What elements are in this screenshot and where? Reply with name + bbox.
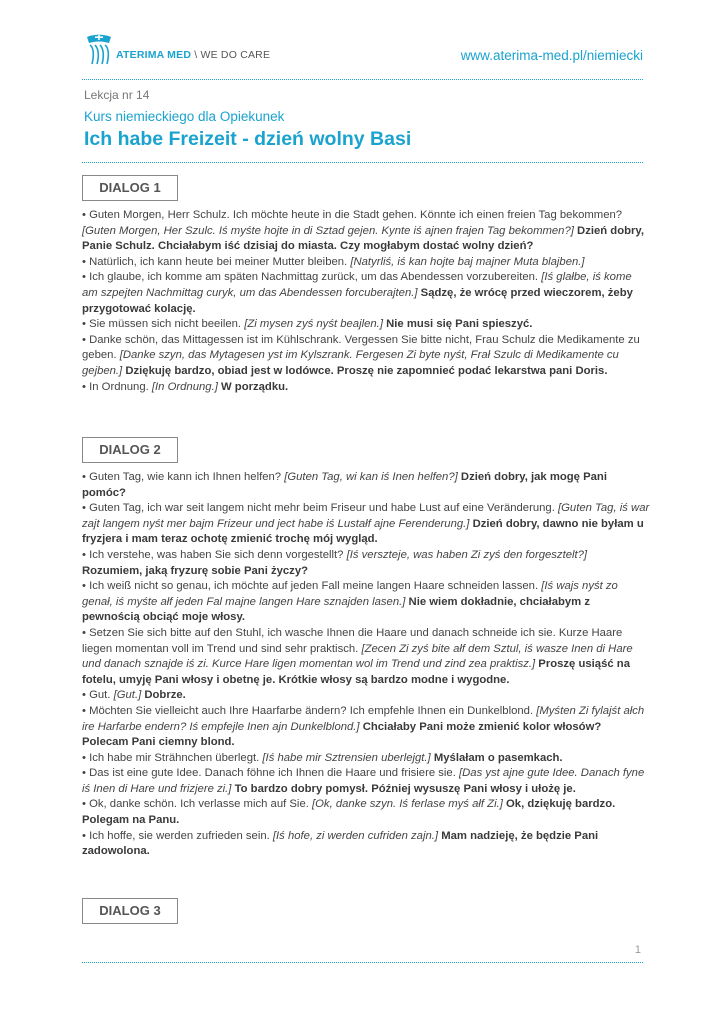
pronunciation-text: [Guten Tag, iś war zajt langem nyśt mer bajm Frizeur und ject habe iś Lustałf ajne Ferenderung.]	[82, 502, 650, 530]
pronunciation-text: [In Ordnung.]	[151, 380, 218, 393]
polish-translation: Dzień dobry, dawno nie byłam u fryzjera i mam teraz ochotę zmienić trochę mój wygląd.	[82, 517, 644, 546]
german-text: • Guten Tag, ich war seit langem nicht mehr beim Friseur und habe Lust auf eine Veränderung.	[82, 502, 555, 515]
german-text: • Das ist eine gute Idee. Danach föhne ich Ihnen die Haare und frisiere sie.	[82, 767, 456, 780]
polish-translation: Dzień dobry, Panie Schulz. Chciałabym iść dzisiaj do miasta. Czy mogłabym dostać wolny dzień?	[82, 224, 644, 253]
dialog-2-text	[82, 470, 650, 860]
logo-separator: \	[194, 49, 198, 61]
polish-translation: Myślałam o pasemkach.	[433, 751, 563, 764]
polish-translation: To bardzo dobry pomysł. Później wysuszę Pani włosy i ułożę je.	[234, 782, 576, 795]
dialog-line	[82, 751, 650, 767]
polish-translation: Dziękuję bardzo, obiad jest w lodówce. Proszę nie zapomnieć podać lekarstwa pani Doris.	[125, 364, 608, 377]
german-text: • Ich habe mir Strähnchen überlegt.	[82, 751, 260, 764]
brand-logo	[84, 34, 270, 66]
pronunciation-text: [Guten Tag, wi kan iś Inen helfen?]	[284, 471, 458, 483]
german-text: • Sie müssen sich nicht beeilen.	[82, 318, 242, 331]
polish-translation: Dobrze.	[144, 689, 186, 702]
footer-divider	[82, 962, 643, 963]
pronunciation-text: [Danke szyn, das Mytagesen yst im Kylszrank. Fergesen Zi byte nyśt, Frał Szulc di Medikamente cu gejben.]	[82, 349, 619, 377]
brand-name: ATERIMA MED	[116, 49, 192, 61]
german-text: • Ich glaube, ich komme am späten Nachmittag zurück, um das Abendessen vorzubereiten.	[82, 271, 539, 284]
pronunciation-text: [Das yst ajne gute Idee. Danach fyne iś Inen di Hare und frizjere zi.]	[82, 767, 645, 795]
polish-translation: Dzień dobry, jak mogę Pani pomóc?	[82, 471, 607, 499]
german-text: • Ich verstehe, was haben Sie sich denn vorgestellt?	[82, 548, 344, 561]
pronunciation-text: [Zecen Zi zyś bite ałf dem Sztul, iś wasze Inen di Hare und danach sznajde iś zi. Kurce Hare ligen momentan wol im Trend und zind zea praktisz.]	[82, 642, 633, 671]
dialog-line	[82, 501, 650, 548]
german-text: • Danke schön, das Mittagessen ist im Kühlschrank. Vergessen Sie bitte nicht, Frau Schulz die Medikamente zu geben.	[82, 333, 640, 362]
header-divider	[82, 79, 643, 80]
course-name: Kurs niemieckiego dla Opiekunek	[84, 109, 285, 124]
polish-translation: Chciałaby Pani może zmienić kolor włosów? Polecam Pani ciemny blond.	[82, 720, 602, 749]
german-text: • Natürlich, ich kann heute bei meiner Mutter bleiben.	[82, 255, 348, 268]
pronunciation-text: [Natyrliś, iś kan hojte baj majner Muta blajben.]	[350, 255, 585, 268]
polish-translation: Nie wiem dokładnie, chciałabym z pewnością obciąć moje włosy.	[82, 595, 590, 624]
lesson-number: Lekcja nr 14	[84, 88, 150, 102]
dialog-line	[82, 766, 650, 797]
dialog-line	[82, 626, 650, 688]
dialog-3-heading: DIALOG 3	[82, 898, 178, 924]
page-title: Ich habe Freizeit - dzień wolny Basi	[84, 128, 412, 150]
pronunciation-text: [Iś verszteje, was haben Zi zyś den forgesztelt?]	[346, 548, 588, 561]
dialog-line	[82, 704, 650, 751]
pronunciation-text: [Zi mysen zyś nyśt beajlen.]	[244, 318, 383, 331]
german-text: • Möchten Sie vielleicht auch Ihre Haarfarbe ändern? Ich empfehle Ihnen ein Dunkelblond.	[82, 704, 534, 717]
nurse-cap-icon	[84, 34, 114, 66]
german-text: • Guten Morgen, Herr Schulz. Ich möchte heute in die Stadt gehen. Könnte ich einen freien Tag bekommen?	[82, 209, 623, 221]
page-header	[84, 34, 643, 74]
dialog-line	[82, 688, 650, 704]
website-link[interactable]: www.aterima-med.pl/niemiecki	[460, 48, 643, 63]
german-text: • Ich hoffe, sie werden zufrieden sein.	[82, 829, 270, 842]
german-text: • Guten Tag, wie kann ich Ihnen helfen?	[82, 471, 282, 483]
polish-translation: Rozumiem, jaką fryzurę sobie Pani życzy?	[82, 564, 309, 577]
dialog-line	[82, 470, 650, 501]
brand-tagline: WE DO CARE	[200, 49, 271, 61]
polish-translation: Proszę usiąść na fotelu, umyję Pani włosy i obetnę je. Krótkie włosy są bardzo modne i wygodne.	[82, 658, 630, 686]
dialog-2-heading: DIALOG 2	[82, 437, 178, 463]
dialog-line	[82, 333, 650, 380]
pronunciation-text: [Iś hofe, zi werden cufriden zajn.]	[272, 829, 439, 842]
polish-translation: Nie musi się Pani spieszyć.	[386, 318, 533, 331]
dialog-line	[82, 829, 650, 860]
logo-wordmark	[116, 49, 270, 61]
dialog-line	[82, 548, 650, 579]
dialog-line	[82, 255, 650, 271]
dialog-line	[82, 270, 650, 317]
pronunciation-text: [Ok, danke szyn. Iś ferlase myś ałf Zi.]	[312, 798, 503, 811]
dialog-line	[82, 208, 650, 255]
page-number: 1	[634, 944, 641, 956]
dialog-line	[82, 380, 650, 396]
dialog-1-heading: DIALOG 1	[82, 175, 178, 201]
german-text: • Setzen Sie sich bitte auf den Stuhl, ich wasche Ihnen die Haare und danach schneide ich sie. Kurze Haare liegen momentan voll im Trend und sind sehr praktisch.	[82, 626, 623, 655]
german-text: • In Ordnung.	[82, 380, 149, 393]
pronunciation-text: [Guten Morgen, Her Szulc. Iś myśte hojte in di Sztad gejen. Kynte iś ajnen frajen Tag bekommen?]	[82, 224, 574, 237]
polish-translation: Ok, dziękuję bardzo. Polegam na Panu.	[82, 798, 616, 827]
dialog-line	[82, 579, 650, 626]
polish-translation: W porządku.	[221, 380, 289, 393]
polish-translation: Mam nadzieję, że będzie Pani zadowolona.	[82, 829, 599, 858]
dialog-line	[82, 797, 650, 828]
german-text: • Ich weiß nicht so genau, ich möchte auf jeden Fall meine langen Haare schneiden lassen.	[82, 580, 539, 593]
dialog-line	[82, 317, 650, 333]
pronunciation-text: [Iś wajs nyśt zo genał, iś myśte ałf jeden Fal majne langen Hare sznajden lasen.]	[82, 580, 618, 608]
german-text: • Gut.	[82, 689, 111, 702]
pronunciation-text: [Myśten Zi fylajśt ałch ire Harfarbe endern? Iś empfejle Inen ajn Dunkelblond.]	[82, 704, 645, 733]
dialog-1-text	[82, 208, 650, 395]
pronunciation-text: [Gut.]	[113, 689, 142, 702]
title-divider	[82, 162, 643, 163]
polish-translation: Sądzę, że wrócę przed wieczorem, żeby przygotować kolację.	[82, 286, 633, 315]
german-text: • Ok, danke schön. Ich verlasse mich auf Sie.	[82, 798, 309, 811]
pronunciation-text: [Iś habe mir Sztrensien uberlejgt.]	[262, 751, 431, 764]
pronunciation-text: [Iś glałbe, iś kome am szpejten Nachmittag curyk, um das Abendessen forcuberajten.]	[82, 271, 632, 299]
